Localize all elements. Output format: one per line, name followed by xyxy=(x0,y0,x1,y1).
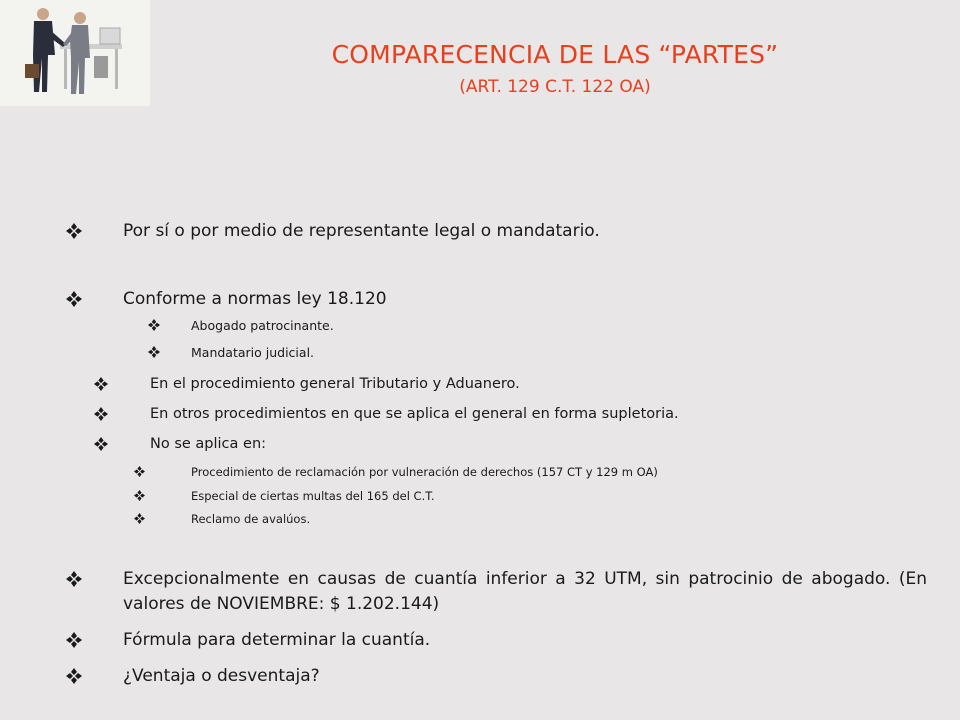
quad-diamond-bullet-icon xyxy=(66,223,82,239)
bullet-text: Abogado patrocinante. xyxy=(191,318,334,333)
bullet-vulneracion xyxy=(134,465,658,479)
quad-diamond-bullet-icon xyxy=(66,668,82,684)
bullet-text: Procedimiento de reclamación por vulneración de derechos (157 CT y 129 m OA) xyxy=(191,465,658,479)
bullet-formula xyxy=(66,630,430,650)
bullet-normas xyxy=(66,289,387,309)
slide-title-block xyxy=(150,40,960,97)
slide-subtitle: (ART. 129 C.T. 122 OA) xyxy=(459,77,651,97)
bullet-otros xyxy=(94,406,679,422)
bullet-multas xyxy=(134,489,435,503)
bullet-text: No se aplica en: xyxy=(150,436,267,452)
bullet-tributario xyxy=(94,376,520,392)
quad-diamond-bullet-icon xyxy=(134,490,145,501)
bullet-representante xyxy=(66,221,600,241)
bullet-text: ¿Ventaja o desventaja? xyxy=(123,666,320,686)
bullet-excepcional xyxy=(66,567,927,617)
quad-diamond-bullet-icon xyxy=(148,346,160,358)
quad-diamond-bullet-icon xyxy=(94,377,108,391)
bullet-text: Especial de ciertas multas del 165 del C.T. xyxy=(191,489,435,503)
bullet-text: Reclamo de avalúos. xyxy=(191,512,311,526)
bullet-avaluos xyxy=(134,512,310,526)
bullet-text: En el procedimiento general Tributario y Aduanero. xyxy=(150,376,520,392)
quad-diamond-bullet-icon xyxy=(66,571,82,587)
bullet-text: Excepcionalmente en causas de cuantía inferior a 32 UTM, sin patrocinio de abogado. (En valores de NOVIEMBRE: $ 1.202.144) xyxy=(123,569,927,614)
quad-diamond-bullet-icon xyxy=(66,291,82,307)
quad-diamond-bullet-icon xyxy=(134,466,145,477)
quad-diamond-bullet-icon xyxy=(66,632,82,648)
bullet-ventaja xyxy=(66,666,320,686)
bullet-text: Mandatario judicial. xyxy=(191,345,315,360)
quad-diamond-bullet-icon xyxy=(134,513,145,524)
bullet-abogado xyxy=(148,318,334,333)
bullet-no-aplica xyxy=(94,436,266,452)
bullet-mandatario xyxy=(148,345,314,360)
bullet-text: Conforme a normas ley 18.120 xyxy=(123,289,387,309)
quad-diamond-bullet-icon xyxy=(148,319,160,331)
bullet-text: En otros procedimientos en que se aplica el general en forma supletoria. xyxy=(150,406,679,422)
bullet-text: Por sí o por medio de representante legal o mandatario. xyxy=(123,221,600,241)
quad-diamond-bullet-icon xyxy=(94,437,108,451)
quad-diamond-bullet-icon xyxy=(94,407,108,421)
business-handshake-image xyxy=(0,0,150,106)
bullet-text: Fórmula para determinar la cuantía. xyxy=(123,630,431,650)
slide-title: COMPARECENCIA DE LAS “PARTES” xyxy=(331,40,779,69)
